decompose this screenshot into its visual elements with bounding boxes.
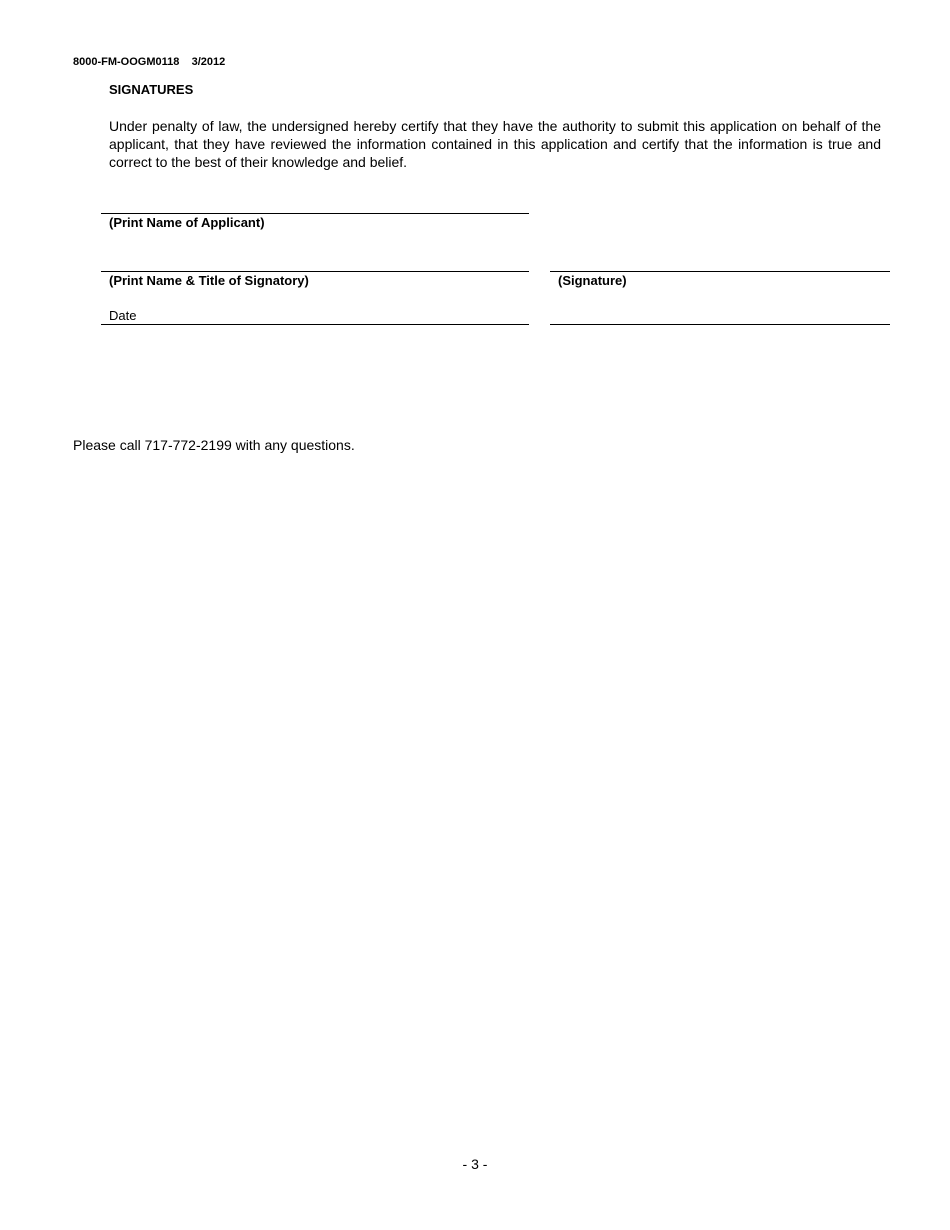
- signature-label: (Signature): [558, 273, 627, 288]
- applicant-name-line[interactable]: [101, 213, 529, 214]
- applicant-name-label: (Print Name of Applicant): [109, 215, 265, 230]
- certification-statement: Under penalty of law, the undersigned hereby certify that they have the authority to submit this application on behalf of the applicant, that they have reviewed the information contained in this application and certify that the information is true and correct to the best of their knowledge and belief.: [109, 118, 881, 170]
- contact-note: Please call 717-772-2199 with any questions.: [73, 437, 355, 453]
- signature-date-line[interactable]: [550, 324, 890, 325]
- signature-line[interactable]: [550, 271, 890, 272]
- signatory-name-title-label: (Print Name & Title of Signatory): [109, 273, 309, 288]
- signatory-name-title-line[interactable]: [101, 271, 529, 272]
- section-title: SIGNATURES: [109, 82, 194, 97]
- page-number: - 3 -: [462, 1156, 488, 1172]
- date-line[interactable]: [101, 324, 529, 325]
- form-identifier: 8000-FM-OOGM0118 3/2012: [73, 56, 226, 68]
- date-label: Date: [109, 308, 137, 323]
